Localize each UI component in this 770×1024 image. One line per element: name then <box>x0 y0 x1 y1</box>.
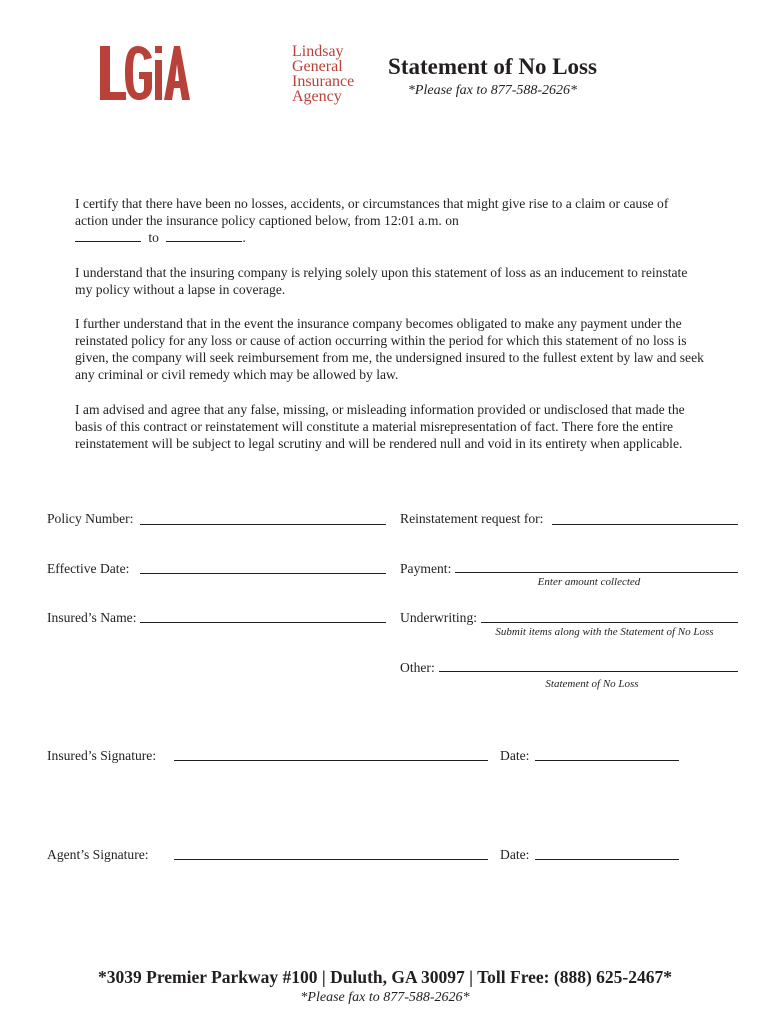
payment-hint: Enter amount collected <box>537 576 641 588</box>
end-date-blank[interactable] <box>166 229 242 242</box>
underwriting-line[interactable] <box>481 622 738 623</box>
company-logo <box>98 42 355 108</box>
insured-date-line[interactable] <box>535 760 679 761</box>
certification-paragraph <box>75 195 705 246</box>
underwriting-label: Underwriting: <box>400 610 478 625</box>
misrepresentation-paragraph: I am advised and agree that any false, missing, or misleading information provided or undisclosed that made the basis of this contract or reinstatement will constitute a material misrepresentation of fact. There fore the entire reinstatement will be subject to legal scrutiny and will be rendered null and void in its entirety when applicable. <box>75 402 685 451</box>
fax-note: *Please fax to 877-588-2626* <box>407 83 578 98</box>
footer-fax-note: *Please fax to 877-588-2626* <box>300 990 470 1005</box>
reinstatement-request-label: Reinstatement request for: <box>400 511 544 526</box>
payment-label: Payment: <box>400 561 452 576</box>
logo-word-agency: Agency <box>292 88 342 105</box>
policy-number-line[interactable] <box>140 524 386 525</box>
footer-address: *3039 Premier Parkway #100 | Duluth, GA 30097 | Toll Free: (888) 625-2467* <box>98 967 672 987</box>
insured-signature-line[interactable] <box>174 760 488 761</box>
insured-signature-label: Insured’s Signature: <box>47 748 157 763</box>
insured-name-label: Insured’s Name: <box>47 610 137 625</box>
to-label: to <box>148 230 159 245</box>
logo-word-general: General <box>292 58 343 75</box>
effective-date-label: Effective Date: <box>47 561 130 576</box>
effective-date-line[interactable] <box>140 573 386 574</box>
lgia-logo-mark-icon <box>98 42 190 104</box>
date-range-line <box>75 229 705 246</box>
certification-line-2: action under the insurance policy captioned below, from 12:01 a.m. on <box>75 213 459 228</box>
reinstatement-request-line[interactable] <box>552 524 738 525</box>
certification-line-1: I certify that there have been no losses, accidents, or circumstances that might give rise to a claim or cause of <box>75 196 669 211</box>
payment-line[interactable] <box>455 572 738 573</box>
agent-date-line[interactable] <box>535 859 679 860</box>
reliance-paragraph: I understand that the insuring company is relying solely upon this statement of loss as an inducement to reinstate my policy without a lapse in coverage. <box>75 265 688 297</box>
start-date-blank[interactable] <box>75 229 141 242</box>
underwriting-hint: Submit items along with the Statement of No Loss <box>495 626 714 638</box>
period: . <box>242 230 246 245</box>
policy-number-label: Policy Number: <box>47 511 134 526</box>
agent-date-label: Date: <box>500 847 530 862</box>
logo-word-lindsay: Lindsay <box>292 43 344 60</box>
agent-signature-line[interactable] <box>174 859 488 860</box>
reimbursement-paragraph: I further understand that in the event the insurance company becomes obligated to make any payment under the reinstated policy for any loss or cause of action occurring within the period for which this statement of no loss is given, the company will seek reimbursement from me, the undersigned insured to the fullest extent by law and seek any criminal or civil remedy which may be allowed by law. <box>75 316 704 382</box>
other-hint: Statement of No Loss <box>545 678 639 690</box>
logo-word-insurance: Insurance <box>292 73 355 90</box>
insured-date-label: Date: <box>500 748 530 763</box>
page-title: Statement of No Loss <box>388 54 597 79</box>
other-label: Other: <box>400 660 435 675</box>
insured-name-line[interactable] <box>140 622 386 623</box>
agent-signature-label: Agent’s Signature: <box>47 847 149 862</box>
other-line[interactable] <box>439 671 738 672</box>
